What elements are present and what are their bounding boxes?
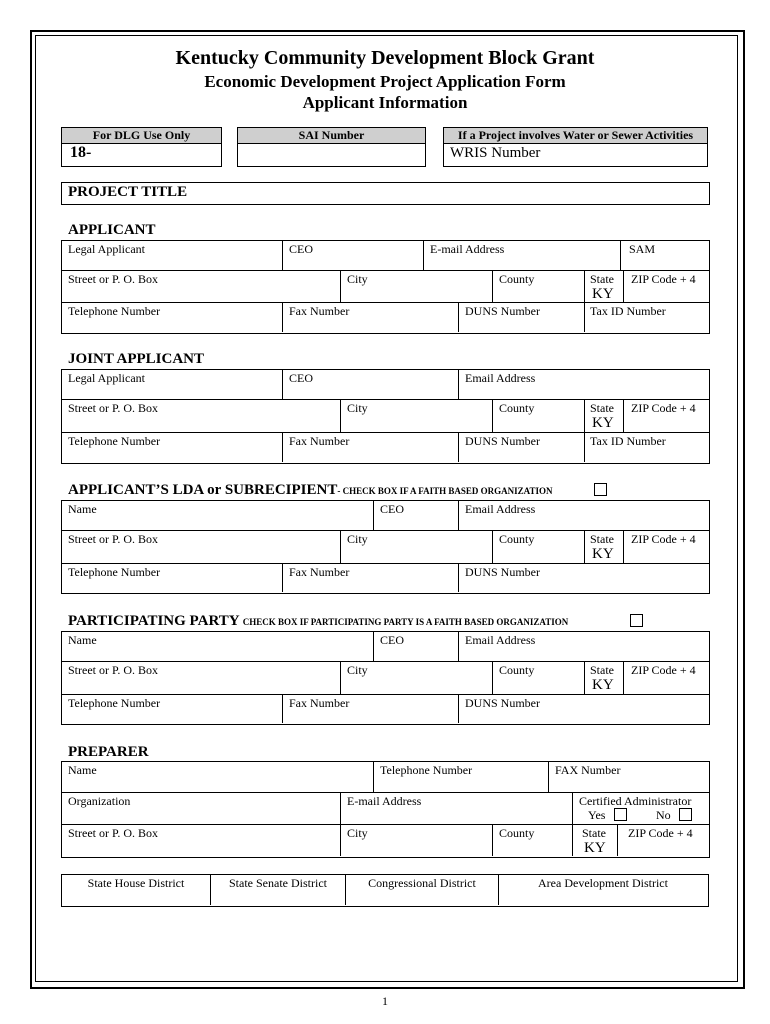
participating-heading-text: PARTICIPATING PARTY — [68, 613, 240, 629]
participating-zip-label[interactable]: ZIP Code + 4 — [631, 663, 696, 677]
participating-name-label[interactable]: Name — [68, 633, 97, 647]
lda-heading — [68, 482, 552, 499]
participating-state-value: KY — [592, 677, 614, 693]
applicant-county-label[interactable]: County — [499, 272, 535, 286]
area-development-district-label[interactable]: Area Development District — [538, 876, 668, 890]
certified-no-label: No — [656, 808, 671, 822]
lda-duns-label[interactable]: DUNS Number — [465, 565, 540, 579]
lda-name-label[interactable]: Name — [68, 502, 97, 516]
lda-county-label[interactable]: County — [499, 532, 535, 546]
preparer-organization-label[interactable]: Organization — [68, 794, 131, 808]
participating-state-label: State — [590, 663, 614, 677]
form-subtitle: Economic Development Project Application Form — [204, 72, 566, 91]
applicant-email-label[interactable]: E-mail Address — [430, 242, 505, 256]
participating-ceo-label[interactable]: CEO — [380, 633, 404, 647]
joint-ceo-label[interactable]: CEO — [289, 371, 313, 385]
applicant-legal-label[interactable]: Legal Applicant — [68, 242, 145, 256]
participating-street-label[interactable]: Street or P. O. Box — [68, 663, 158, 677]
participating-fax-label[interactable]: Fax Number — [289, 696, 350, 710]
preparer-city-label[interactable]: City — [347, 826, 368, 840]
wris-caption: If a Project involves Water or Sewer Activities — [444, 128, 707, 144]
lda-faith-note: - CHECK BOX IF A FAITH BASED ORGANIZATION — [337, 486, 553, 496]
wris-box[interactable] — [443, 127, 708, 167]
lda-faith-checkbox[interactable] — [594, 483, 607, 496]
applicant-zip-label[interactable]: ZIP Code + 4 — [631, 272, 696, 286]
joint-telephone-label[interactable]: Telephone Number — [68, 434, 161, 448]
joint-city-label[interactable]: City — [347, 401, 368, 415]
dlg-use-caption: For DLG Use Only — [62, 128, 221, 144]
certified-admin-label: Certified Administrator — [579, 794, 692, 808]
applicant-state-value: KY — [592, 286, 614, 302]
applicant-taxid-label[interactable]: Tax ID Number — [590, 304, 666, 318]
preparer-county-label[interactable]: County — [499, 826, 535, 840]
congressional-district-label[interactable]: Congressional District — [368, 876, 476, 890]
joint-taxid-label[interactable]: Tax ID Number — [590, 434, 666, 448]
preparer-zip-label[interactable]: ZIP Code + 4 — [628, 826, 693, 840]
participating-telephone-label[interactable]: Telephone Number — [68, 696, 161, 710]
joint-county-label[interactable]: County — [499, 401, 535, 415]
joint-zip-label[interactable]: ZIP Code + 4 — [631, 401, 696, 415]
form-section-title: Applicant Information — [302, 93, 468, 112]
applicant-telephone-label[interactable]: Telephone Number — [68, 304, 161, 318]
applicant-state-label: State — [590, 272, 614, 286]
participating-faith-checkbox[interactable] — [630, 614, 643, 627]
lda-telephone-label[interactable]: Telephone Number — [68, 565, 161, 579]
joint-state-value: KY — [592, 415, 614, 431]
lda-state-label: State — [590, 532, 614, 546]
applicant-duns-label[interactable]: DUNS Number — [465, 304, 540, 318]
applicant-heading: APPLICANT — [68, 222, 156, 238]
project-title-label: PROJECT TITLE — [68, 184, 188, 200]
joint-duns-label[interactable]: DUNS Number — [465, 434, 540, 448]
joint-state-label: State — [590, 401, 614, 415]
lda-zip-label[interactable]: ZIP Code + 4 — [631, 532, 696, 546]
applicant-city-label[interactable]: City — [347, 272, 368, 286]
dlg-use-box[interactable] — [61, 127, 222, 167]
state-senate-district-label[interactable]: State Senate District — [229, 876, 327, 890]
sai-number-caption: SAI Number — [238, 128, 425, 144]
wris-number-label: WRIS Number — [450, 145, 541, 161]
applicant-street-label[interactable]: Street or P. O. Box — [68, 272, 158, 286]
participating-email-label[interactable]: Email Address — [465, 633, 536, 647]
applicant-ceo-label[interactable]: CEO — [289, 242, 313, 256]
certified-no-checkbox[interactable] — [679, 808, 692, 821]
applicant-sam-label[interactable]: SAM — [629, 242, 656, 256]
lda-heading-text: APPLICANT’S LDA or SUBRECIPIENT — [68, 482, 338, 498]
dlg-use-value: 18- — [70, 144, 92, 161]
joint-legal-label[interactable]: Legal Applicant — [68, 371, 145, 385]
participating-county-label[interactable]: County — [499, 663, 535, 677]
preparer-email-label[interactable]: E-mail Address — [347, 794, 422, 808]
joint-fax-label[interactable]: Fax Number — [289, 434, 350, 448]
preparer-street-label[interactable]: Street or P. O. Box — [68, 826, 158, 840]
preparer-name-label[interactable]: Name — [68, 763, 97, 777]
lda-state-value: KY — [592, 546, 614, 562]
form-title: Kentucky Community Development Block Grant — [175, 47, 595, 69]
lda-street-label[interactable]: Street or P. O. Box — [68, 532, 158, 546]
joint-email-label[interactable]: Email Address — [465, 371, 536, 385]
preparer-state-value: KY — [584, 840, 606, 856]
joint-applicant-heading: JOINT APPLICANT — [68, 351, 204, 367]
preparer-heading: PREPARER — [68, 744, 149, 760]
applicant-fax-label[interactable]: Fax Number — [289, 304, 350, 318]
page-number: 1 — [382, 994, 388, 1008]
participating-duns-label[interactable]: DUNS Number — [465, 696, 540, 710]
lda-city-label[interactable]: City — [347, 532, 368, 546]
lda-fax-label[interactable]: Fax Number — [289, 565, 350, 579]
joint-street-label[interactable]: Street or P. O. Box — [68, 401, 158, 415]
certified-yes-checkbox[interactable] — [614, 808, 627, 821]
preparer-fax-label[interactable]: FAX Number — [555, 763, 621, 777]
sai-number-box[interactable] — [237, 127, 426, 167]
certified-yes-label: Yes — [588, 808, 606, 822]
lda-ceo-label[interactable]: CEO — [380, 502, 404, 516]
preparer-telephone-label[interactable]: Telephone Number — [380, 763, 473, 777]
participating-heading — [68, 613, 568, 630]
participating-faith-note: CHECK BOX IF PARTICIPATING PARTY IS A FAITH BASED ORGANIZATION — [242, 617, 569, 627]
participating-city-label[interactable]: City — [347, 663, 368, 677]
state-house-district-label[interactable]: State House District — [87, 876, 185, 890]
lda-email-label[interactable]: Email Address — [465, 502, 536, 516]
preparer-state-label: State — [582, 826, 606, 840]
